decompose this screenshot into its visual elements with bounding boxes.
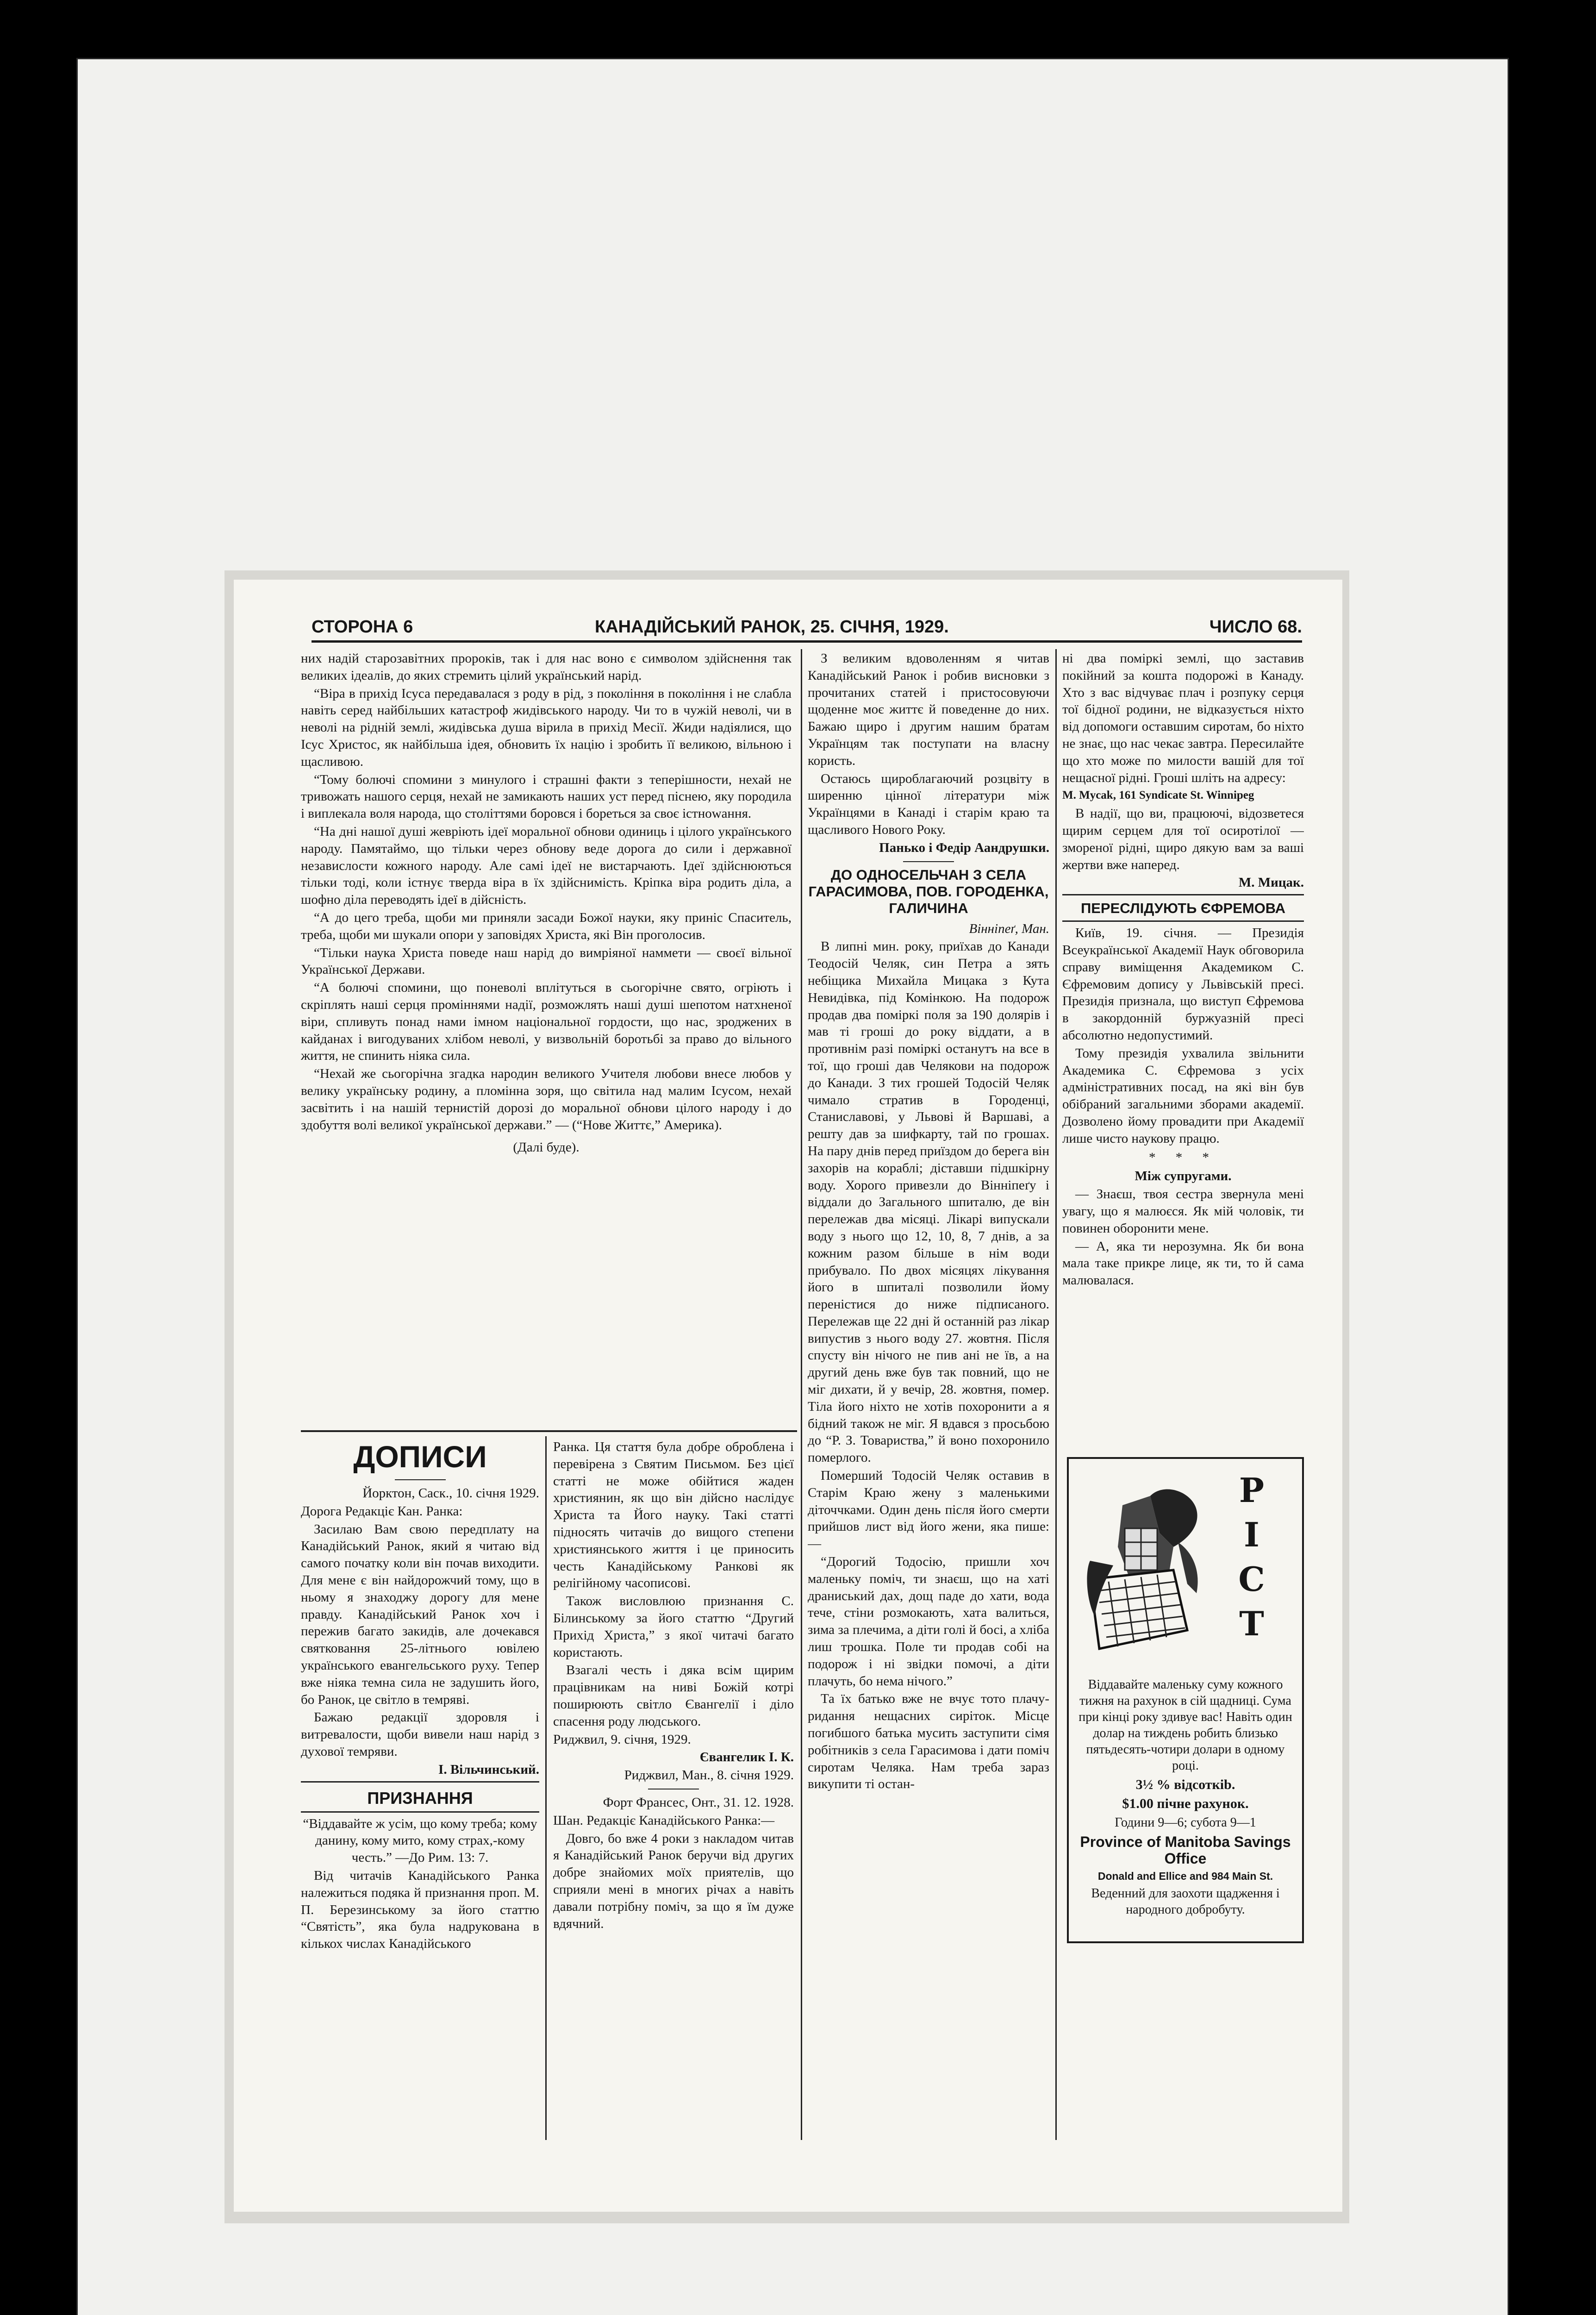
dateline: Риджвил, 9. січня, 1929.: [553, 1732, 691, 1747]
section-rule: [301, 1430, 797, 1432]
paragraph: Померший Тодосій Челяк оставив в Старім Краю жену з маленькими діточчками. Один день після його смерти прийшов лист від його жени, яка пише: —: [808, 1468, 1049, 1552]
column-divider: [801, 649, 802, 2140]
divider: [301, 1811, 539, 1813]
dateline: Вінніпеґ, Ман.: [969, 921, 1049, 936]
paragraph: Взагалі честь і дяка всім щирим працівникам на ниві Божій котрі поширюють світло Євангелії і діло спасення роду людського.: [553, 1663, 794, 1729]
article-title: ДО ОДНОСЕЛЬЧАН З СЕЛА ГАРАСИМОВА, ПОВ. ГОРОДЕНКА, ГАЛИЧИНА: [808, 866, 1049, 916]
paragraph: — А, яка ти нерозумна. Як би вона мала таке прикре лице, як ти, то й сама малювалася.: [1062, 1239, 1304, 1288]
ad-text: Віддавайте маленьку суму кожного тижня на рахунок в сій щадниці. Сума при кінці року здивуе вас! Навіть один долар на тиждень робить близько пятьдесять-чотири долари в одному році.: [1079, 1677, 1292, 1773]
ad-opening: $1.00 пічне рахунок.: [1122, 1796, 1249, 1811]
separator-stars: * * *: [1149, 1150, 1217, 1165]
paragraph: “А болючі спомини, що поневолі вплітуться в сьогорічне свято, огріють і скріплять наші серця проміннями надії, розможлять наші душі шепотом натхненої віри, спливуть понад нами імном національної гордости, що нас, зроджених в кайданах і вигодуваних хлібом неволі, у визвольній боротьбі за право до вільного життя, не спинить ніяка сила.: [301, 980, 792, 1064]
dateline: Риджвил, Ман., 8. січня 1929.: [624, 1768, 794, 1783]
paragraph: “На дні нашої душі жевріють ідеї моральної обнови одиниць і цілого українського народу. Памятаймо, що тільки через обнову веде дорога до сили і державної независлости кожного народу. Але самі ідеї не вистарчають. Ідеї здійснюються тільки тоді, коли істнує тверда віра в їх здійснимість. Кріпка віра родить діла, а шофно діла переводять ідеї в дійсність.: [301, 824, 792, 907]
divider: [395, 1479, 446, 1480]
ad-letter: І: [1244, 1515, 1259, 1554]
paragraph: Довго, бо вже 4 роки з накладом читав я Канадійський Ранок беручи від других добре знайомих моїх приятелів, що сприяли мені в многих річах а навіть давали потрібну поміч, за що я їм дуже вдячний.: [553, 1831, 794, 1931]
paragraph: Бажаю редакції здоровля і витревалости, щоби вивели наш нарід з духової темряви.: [301, 1710, 539, 1759]
column-divider: [545, 1436, 547, 2140]
column-divider: [1055, 649, 1057, 2140]
ad-rate: 3½ % відсоткіb.: [1135, 1777, 1235, 1792]
column-right: [1062, 650, 1304, 1451]
article-title: ПЕРЕСЛІДУЮТЬ ЄФРЕМОВА: [1080, 900, 1286, 917]
paragraph: В липні мин. року, приїхав до Канади Теодосій Челяк, син Петра а зять небіщика Михайла Мицака з Кута Невидівка, під Комінкою. На подорож продав два поміркі поля за 190 долярів і мав ті гроші до року віддати, а в противнім разі поміркі останутъ на все в тої, що гроші дав Челякови на подорож до Канади. З тих грошей Тодосій Челяк чимало стратив в Городенці, Станиславові, у Львові й Варшаві, а решту дав за шифкарту, тай по грошах. На пару днів перед приїздом до берега він захорів на кораблі; діставши підшкірну воду. Хорого привезли до Вінніпеґу і віддали до Загального шпиталю, де він перележав два місяці. Лікарі випускали воду з нього що 12, 10, 8, 7 днів, а за кожним разом більше в нім води прибувало. По двох місяцях лікування його в шпиталі позволили йому переністися до ниже підписаного. Перележав ще 22 дні й останній раз лікар випустив з нього воду 27. жовтня. Після спусту він нічого не пив ані не їв, а на другий день вже був так повний, що не міг дихати, й у вечір, 28. жовтня, помер. Тіла його ніхто не хотів похоронити а я бідний також не міг. Я вдався з просьбою до “Р. З. Товариства,” й воно похоронило померлого.: [808, 939, 1049, 1465]
ad-hours: Години 9—6; субота 9—1: [1115, 1815, 1256, 1830]
dateline: Форт Франсес, Онт., 31. 12. 1928.: [603, 1795, 794, 1810]
issue-number: ЧИСЛО 68.: [1209, 617, 1302, 637]
ad-address: Donald and Ellice and 984 Main St.: [1097, 1870, 1273, 1882]
ad-headline: [1208, 1468, 1296, 1672]
page-header: [312, 614, 1302, 643]
address: M. Mycak, 161 Syndicate St. Winnipeg: [1062, 789, 1254, 802]
paragraph: “Віра в прихід Ісуса передавалася з роду в рід, з покоління в покоління і не слабла навіть серед найбільших катастроф жидівського народу. Чи то в чужій неволі, чи в неволі на рідній землі, жидівська душа вірила в прихід Месії. Жиди надіялися, що Ісус Христос, як найбільша ідея, обновить їх націю і зробить її великою, вільною і щасливою.: [301, 686, 792, 769]
paragraph: Київ, 19. січня. — Президія Всеукраїнської Академії Наук обговорила справу виміщення Академиком С. Єфремовим допису у Львівській пресі. Президія признала, що виступ Єфремова в закордонній буржуазній пресі абсолютно недопустимий.: [1062, 926, 1304, 1043]
salutation: Дорога Редакціє Кан. Ранка:: [301, 1503, 463, 1519]
paragraph: “Дорогий Тодосію, пришли хоч маленьку поміч, ти знаєш, що на хаті драниський дах, дощ паде до хати, вода тече, стіни розмокають, хата валиться, зима за плечима, а діти голі й босі, а хліба лиш трошка. Поле ти продав собі на подорож і ні звідки помочі, а діти плачуть, бо нема нічого.”: [808, 1554, 1049, 1689]
paragraph: Ранка. Ця стаття була добре оброблена і перевірена з Святим Письмом. Без цієї статті не може обійтися жаден християнин, як що він дійсно наслідує Христа та Його науку. Такі статті підносять читачів до вищого степени християнського життя і це приносить честь Канадійському Ранкові як релігійному часописові.: [553, 1439, 794, 1591]
section-title: ПРИЗНАННЯ: [367, 1788, 473, 1808]
paragraph: Від читачів Канадійського Ранка належиться подяка й признання проп. М. П. Березинському за його статтю “Святість”, яка була надрукована в кількох числах Канадійського: [301, 1868, 539, 1952]
ad-bank-name: Province of Manitoba Savings Office: [1080, 1833, 1291, 1867]
divider: [903, 861, 954, 862]
divider: [301, 1781, 539, 1783]
paragraph: Засилаю Вам свою передплату на Канадійський Ранок, який я читаю від самого початку коли він почав виходити. Для мене є він найдорожчий тому, що в ньому я знаходжу дорогу для мене правду. Канадійський Ранок хоч і пережив багато закидів, але дочекався святковання 25-літнього ювілею українського евангельського руху. Тепер вже ніяка темна сила не задушить його, бо Ранок, це світло в темряві.: [301, 1521, 539, 1707]
paragraph: “Тільки наука Христа поведе наш нарід до вимріяної наммети — своєї вільної Української Держави.: [301, 945, 792, 977]
letters-section: [301, 1439, 539, 2139]
ad-body: [1075, 1677, 1296, 1921]
masthead: КАНАДІЙСЬКИЙ РАНОК, 25. СІЧНЯ, 1929.: [595, 617, 949, 637]
ad-letter: С: [1238, 1559, 1265, 1599]
signature: М. Мицак.: [1238, 875, 1304, 890]
column-left-top: [301, 650, 792, 1430]
divider: [1062, 920, 1304, 922]
paragraph: Остаюсь щироблагаючий розцвіту в ширенню цінної літератури між Українцями в Канаді і старім краю та щасливого Нового Року.: [808, 771, 1049, 837]
paragraph: З великим вдоволенням я читав Канадійський Ранок і робив висновки з прочитаних статей і пристосовуючи щоденне моє життє й поведенне до них. Бажаю щиро і другим нашим братам Українцям так поступати на власну користь.: [808, 651, 1049, 768]
ad-text: Веденний для заохоти щадження і народного добробуту.: [1091, 1886, 1280, 1917]
paragraph: них надій старозавітних пророків, так і для нас воно є символом здійснення так великих ідеалів, до яких стремить цілий український нарід.: [301, 651, 792, 683]
paragraph: Тому президія ухвалила звільнити Академика С. Єфремова з усіх адміністративних посад, на які він був обібраний загальними зборами академії. Дозволено йому провадити при Академії лише чисто наукову працю.: [1062, 1045, 1304, 1146]
ad-letter: Р: [1239, 1470, 1265, 1510]
signature: Євангелик І. К.: [699, 1750, 794, 1765]
letters-continued: [553, 1439, 794, 2139]
savings-office-ad: [1067, 1457, 1304, 1943]
salutation: Шан. Редакціє Канадійського Ранка:—: [553, 1813, 775, 1828]
paragraph: ні два поміркі землі, що заставив покійний за кошта подорожі в Канаду. Хто з вас відчуває плач і розпуку серця тої бідної родини, не відказується ніхто від допомоги оставшим сиротам, бо ніхто не знає, що нас чекає завтра. Пересилайте що хто може по милости вашій для тої нещасної рідні. Гроші шліть на адресу:: [1062, 651, 1304, 785]
page-number: СТОРОНА 6: [312, 617, 413, 637]
building-illustration: [1081, 1477, 1206, 1663]
column-middle: [808, 650, 1049, 2139]
paragraph: Також висловлюю признання С. Білинському за його статтю “Другий Прихід Христа,” з якої читачі багато користають.: [553, 1594, 794, 1660]
signature: І. Вільчинський.: [438, 1762, 539, 1777]
paragraph: Та їх батько вже не вчує тото плачу-ридання нещасних сиріток. Місце погибшого батька мусить заступити сімя робітників з села Гарасимова і дати поміч сиротам Челяка. Нам треба зараз викупити ті остан-: [808, 1691, 1049, 1792]
paragraph: — Знаєш, твоя сестра звернула мені увагу, що я малюєся. Як мій чоловік, ти повинен оборонити мене.: [1062, 1187, 1304, 1236]
newspaper-page: [234, 580, 1342, 2212]
ad-letter: Т: [1239, 1604, 1264, 1643]
paragraph: “А до цего треба, щоби ми приняли засади Божої науки, яку приніс Спаситель, треба, щоби ми шукали опори у заповідях Христа, які Він проголосив.: [301, 910, 792, 942]
quote: “Віддавайте ж усім, що кому треба; кому данину, кому мито, кому страх,-кому честь.” —До Рим. 13: 7.: [303, 1816, 537, 1865]
joke-title: Між супругами.: [1135, 1169, 1232, 1184]
dateline: Йорктон, Саск., 10. січня 1929.: [362, 1486, 539, 1501]
signature: Панько і Федір Аандрушки.: [879, 840, 1049, 855]
paragraph: В надії, що ви, працюючі, відозветеся щирим серцем для тої осиротілої — змореної рідні, щиро дякую вам за ваші жертви вже наперед.: [1062, 806, 1304, 872]
paragraph: “Нехай же сьогорічна згадка народин великого Учителя любови внесе любов у велику українську родину, а пломінна зоря, що світила над малим Ісусом, нехай засвітить і на нашій тернистій дорозі до моральної обнови цілого народу і до здобуття волі великої української держави.” — (“Нове Життє,” Америка).: [301, 1066, 792, 1132]
section-title: ДОПИСИ: [353, 1439, 487, 1474]
divider: [1062, 894, 1304, 895]
continued-note: (Далі буде).: [513, 1140, 580, 1155]
paragraph: “Тому болючі спомини з минулого і страшні факти з теперішности, нехай не тривожать нашого серця, нехай не замикають наших уст перед піснею, яку породила і виплекала воля народа, що століттями боровся і бореться за своє істнowання.: [301, 772, 792, 821]
